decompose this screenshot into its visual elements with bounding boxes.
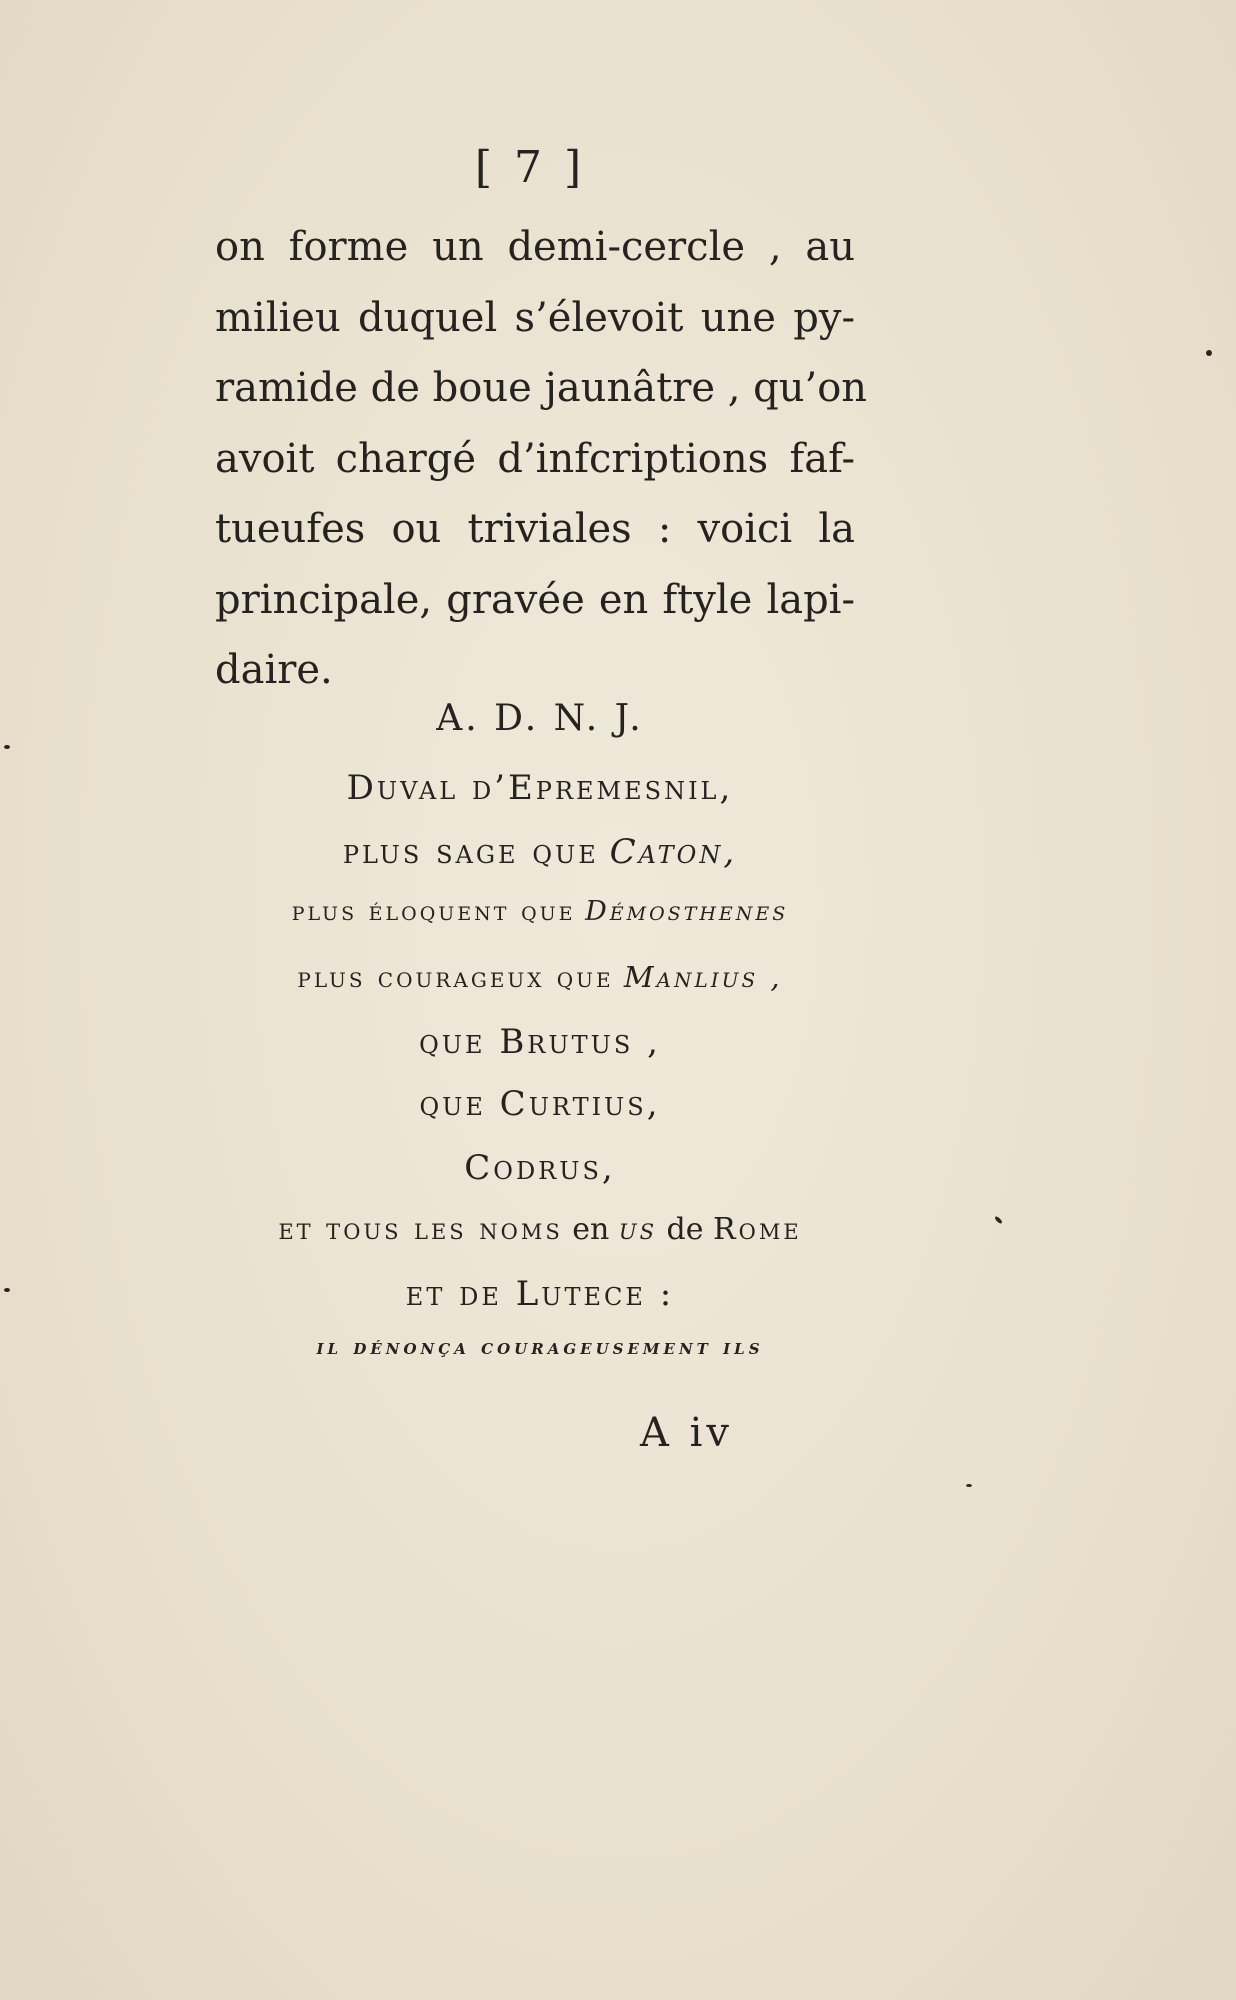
inscription-italic-name: us [618,1212,657,1247]
inscription-text: Rome [713,1212,802,1247]
inscription-line-lutece: et de Lutece : [405,1274,675,1314]
inscription-text: et tous les noms [278,1212,563,1247]
inscription-line-dedication: A. D. N. J. [436,698,644,739]
paragraph-line: daire. [215,647,333,693]
paper-speck [1206,350,1212,356]
inscription-text: plus sage que [342,832,599,872]
inscription-text: en [572,1212,610,1247]
inscription-line-rome [180,1212,900,1274]
inscription-line-caton [180,832,900,896]
inscription-line-codrus: Codrus, [464,1148,616,1188]
inscription-italic-name: Caton, [609,832,738,872]
page-number: [ 7 ] [474,142,586,193]
signature-mark: A iv [640,1410,733,1456]
inscription-line-denonca: il dénonça courageusement ils [316,1334,764,1359]
paragraph-line: ramide de boue jaunâtre , qu’on [215,365,868,411]
inscription-text: plus éloquent que [291,896,576,927]
inscription-italic-name: Démosthenes [585,896,789,927]
paper-speck [4,745,10,749]
inscription-line-manlius [180,960,900,1022]
paper-speck [994,1215,1003,1224]
inscription-italic-name: Manlius , [623,960,783,994]
inscription-line-name: Duval d’Epremesnil, [346,768,734,808]
paragraph [215,212,868,706]
inscription-text: de [666,1212,704,1247]
inscription-block [180,698,900,1384]
paper-speck [4,1288,10,1292]
paragraph-line: milieu duquel s’élevoit une py- [215,294,855,341]
inscription-line-curtius: que Curtius, [419,1084,661,1124]
paragraph-line: avoit chargé d’infcriptions faf- [215,435,855,482]
paragraph-line: on forme un demi-cercle , au [215,224,855,270]
paper-speck [966,1484,972,1487]
inscription-line-demosthenes [180,896,900,960]
paragraph-line: principale, gravée en ftyle lapi- [215,576,855,623]
paragraph-line: tueufes ou triviales : voici la [215,506,855,552]
inscription-line-brutus: que Brutus , [419,1022,661,1062]
inscription-text: plus courageux que [297,960,614,994]
